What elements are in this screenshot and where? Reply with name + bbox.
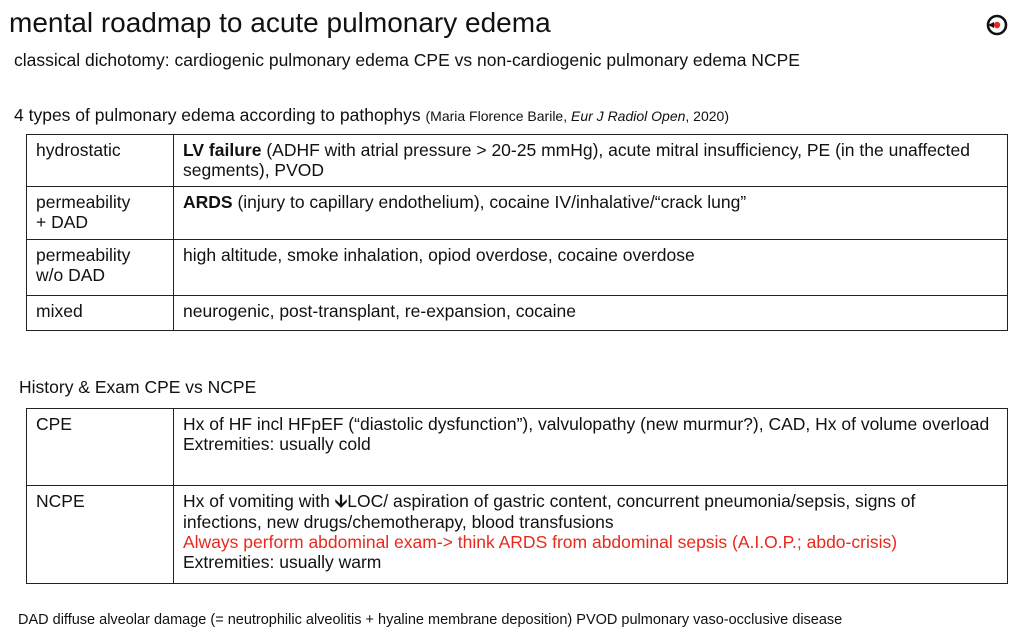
arrow-down-icon: 🡫 xyxy=(334,492,348,512)
description-cell: high altitude, smoke inhalation, opiod overdose, cocaine overdose xyxy=(174,240,1008,296)
citation-suffix: , 2020) xyxy=(685,108,729,124)
table-row xyxy=(27,135,1008,187)
history-exam-table xyxy=(26,408,1008,584)
citation-journal: Eur J Radiol Open xyxy=(571,108,686,124)
description-text: (injury to capillary endothelium), cocaine IV/inhalative/“crack lung” xyxy=(232,192,747,212)
type-line: permeability xyxy=(36,192,131,212)
subtitle: classical dichotomy: cardiogenic pulmonary edema CPE vs non-cardiogenic pulmonary edema NCPE xyxy=(14,50,800,70)
type-cell: NCPE xyxy=(27,486,174,584)
section-heading-history: History & Exam CPE vs NCPE xyxy=(19,377,257,397)
table-row xyxy=(27,409,1008,486)
footnote: DAD diffuse alveolar damage (= neutrophilic alveolitis + hyaline membrane deposition) PVOD pulmonary vaso-occlusive disease xyxy=(18,612,843,628)
description-text: (ADHF with atrial pressure > 20-25 mmHg), acute mitral insufficiency, PE (in the unaffected segments), PVOD xyxy=(183,140,971,180)
history-text: LOC/ aspiration of gastric content, concurrent pneumonia/sepsis, signs of infections, new drugs/chemotherapy, blood transfusions xyxy=(183,491,916,532)
section-heading-types-text: 4 types of pulmonary edema according to pathophys xyxy=(14,105,426,125)
description-cell: neurogenic, post-transplant, re-expansion, cocaine xyxy=(174,296,1008,331)
table-row xyxy=(27,296,1008,331)
eye-logo-icon xyxy=(986,14,1008,36)
types-table xyxy=(26,134,1008,331)
history-text: Hx of HF incl HFpEF (“diastolic dysfunction”), valvulopathy (new murmur?), CAD, Hx of volume overload xyxy=(183,414,990,434)
citation xyxy=(426,108,730,124)
extremities-text: Extremities: usually cold xyxy=(183,434,371,454)
table-row xyxy=(27,486,1008,584)
description-cell xyxy=(174,135,1008,187)
section-heading-types xyxy=(14,104,729,127)
history-text-prefix: Hx of vomiting with xyxy=(183,491,335,511)
type-cell xyxy=(27,240,174,296)
type-cell: mixed xyxy=(27,296,174,331)
table-row xyxy=(27,240,1008,296)
extremities-text: Extremities: usually warm xyxy=(183,552,382,572)
table-row xyxy=(27,187,1008,240)
key-term: ARDS xyxy=(183,192,233,212)
page-title: mental roadmap to acute pulmonary edema xyxy=(9,7,551,38)
description-cell xyxy=(174,486,1008,584)
type-line: permeability xyxy=(36,245,131,265)
type-cell: hydrostatic xyxy=(27,135,174,187)
warning-text: Always perform abdominal exam-> think ARDS from abdominal sepsis (A.I.O.P.; abdo-crisis) xyxy=(183,532,898,552)
description-cell xyxy=(174,409,1008,486)
type-cell: CPE xyxy=(27,409,174,486)
type-line: w/o DAD xyxy=(36,265,106,285)
type-line: + DAD xyxy=(36,212,89,232)
type-cell xyxy=(27,187,174,240)
citation-prefix: (Maria Florence Barile, xyxy=(425,108,571,124)
description-cell xyxy=(174,187,1008,240)
key-term: LV failure xyxy=(183,140,262,160)
